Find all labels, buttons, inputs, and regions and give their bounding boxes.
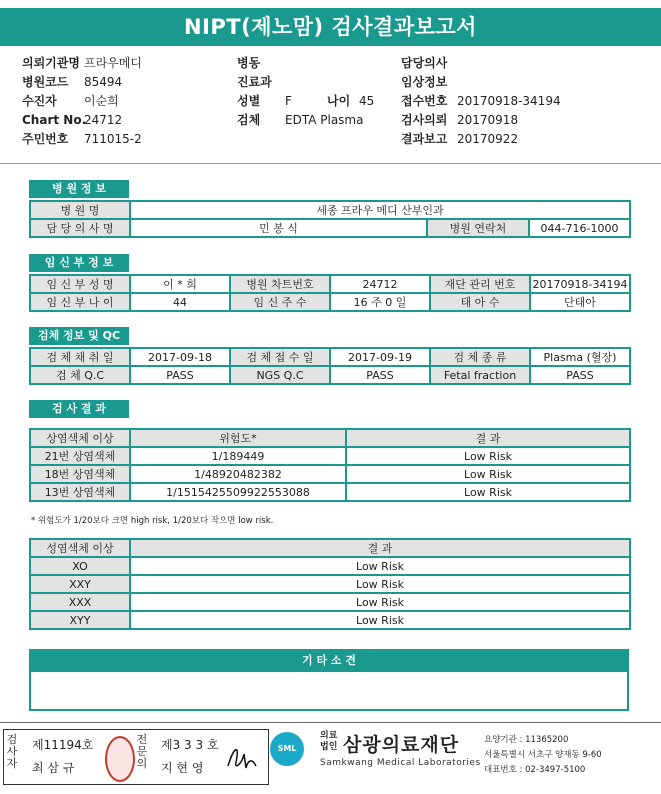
signature-box <box>3 729 269 785</box>
header-label: 검사의뢰 <box>401 113 448 127</box>
section-tag: 임 신 부 정 보 <box>29 254 129 272</box>
cell-label: NGS Q.C <box>230 366 330 384</box>
seal-stamp <box>105 736 135 782</box>
header-value: F <box>285 94 292 108</box>
result-value: Low Risk <box>130 593 630 611</box>
doctor-name: 민 봉 식 <box>130 219 427 237</box>
results-section <box>29 400 629 512</box>
cell-label: 임 신 부 나 이 <box>30 293 130 311</box>
specimen-table <box>29 347 631 385</box>
result-value: Low Risk <box>346 447 630 465</box>
header-value: 20170918 <box>457 113 519 127</box>
cell-label: 검 체 접 수 일 <box>230 348 330 366</box>
chromosome-name: 21번 상염색체 <box>30 447 130 465</box>
header-value: 프라우메디 <box>84 56 142 70</box>
cell-label: 검 체 채 취 일 <box>30 348 130 366</box>
org-code: 요양기관 : 11365200 <box>484 735 569 745</box>
table-row <box>30 447 630 465</box>
header-label: 의뢰기관명 <box>22 56 80 70</box>
result-value: Low Risk <box>346 483 630 501</box>
cell-label: 병원 연락처 <box>427 219 529 237</box>
hospital-name: 세종 프라우 메디 산부인과 <box>130 201 630 219</box>
column-header: 성염색체 이상 <box>30 539 130 557</box>
receive-date: 2017-09-19 <box>330 348 430 366</box>
results-table <box>29 428 631 502</box>
header-value: 45 <box>359 94 375 108</box>
risk-value: 1/48920482382 <box>130 465 346 483</box>
header-value: 이순희 <box>84 94 119 108</box>
footer-divider <box>0 722 661 723</box>
mgmt-number: 20170918-34194 <box>530 275 630 293</box>
table-row <box>30 557 630 575</box>
header-label: 임상정보 <box>401 75 448 89</box>
header-divider <box>0 163 661 164</box>
header-col1 <box>22 54 142 149</box>
header-label: 결과보고 <box>401 132 448 146</box>
header-label: 주민번호 <box>22 132 69 146</box>
cell-label: Fetal fraction <box>430 366 530 384</box>
org-address: 서울특별시 서초구 양재동 9-60 <box>484 750 602 760</box>
header-label: 나이 <box>327 94 351 108</box>
hospital-section <box>29 180 629 242</box>
table-row <box>30 465 630 483</box>
specimen-section <box>29 327 629 389</box>
patient-table <box>29 274 631 312</box>
section-tag: 검체 정보 및 QC <box>29 327 129 345</box>
misc-body <box>29 672 629 711</box>
cell-label: 태 아 수 <box>430 293 530 311</box>
header-label: 성별 <box>237 94 261 108</box>
org-type: 의료 법인 <box>320 731 338 752</box>
org-english-name: Samkwang Medical Laboratories <box>320 758 481 768</box>
table-row <box>30 483 630 501</box>
column-header: 상염색체 이상 <box>30 429 130 447</box>
header-value: 85494 <box>84 75 123 89</box>
specialist-license: 제3 3 3 호 <box>161 738 219 752</box>
sex-chromosome-table <box>29 538 631 630</box>
result-value: Low Risk <box>130 575 630 593</box>
column-header: 결 과 <box>346 429 630 447</box>
column-header: 위험도* <box>130 429 346 447</box>
section-tag: 검 사 결 과 <box>29 400 129 418</box>
tester-label: 검사자 <box>6 733 18 770</box>
ngs-qc-value: PASS <box>330 366 430 384</box>
cell-label: 담 당 의 사 명 <box>30 219 130 237</box>
chromosome-name: 13번 상염색체 <box>30 483 130 501</box>
signature-icon <box>224 740 260 774</box>
cell-label: 임 신 주 수 <box>230 293 330 311</box>
specimen-type: Plasma (혈장) <box>530 348 630 366</box>
result-value: Low Risk <box>130 557 630 575</box>
header-label: 수진자 <box>22 94 57 108</box>
header-col3 <box>401 54 561 149</box>
cell-label: 검 체 종 류 <box>430 348 530 366</box>
risk-note: * 위험도가 1/20보다 크면 high risk, 1/20보다 작으면 low risk. <box>31 516 274 526</box>
chromosome-name: 18번 상염색체 <box>30 465 130 483</box>
cell-label: 임 신 부 성 명 <box>30 275 130 293</box>
org-name: 삼광의료재단 <box>343 734 460 756</box>
patient-age: 44 <box>130 293 230 311</box>
table-row <box>30 593 630 611</box>
chromosome-name: XXY <box>30 575 130 593</box>
table-row <box>30 575 630 593</box>
tester-name: 최 삼 규 <box>32 761 75 775</box>
sml-logo-icon: SML <box>270 732 304 766</box>
result-value: Low Risk <box>346 465 630 483</box>
header-label: Chart No. <box>22 113 87 127</box>
qc-value: PASS <box>130 366 230 384</box>
header-label: 병동 <box>237 56 261 70</box>
chromosome-name: XYY <box>30 611 130 629</box>
hospital-table <box>29 200 631 238</box>
chromosome-name: XO <box>30 557 130 575</box>
chart-number: 24712 <box>330 275 430 293</box>
header-label: 진료과 <box>237 75 272 89</box>
misc-title: 기 타 소 견 <box>29 649 629 672</box>
header-value: 20170922 <box>457 132 519 146</box>
header-value: 711015-2 <box>84 132 142 146</box>
patient-section <box>29 254 629 316</box>
section-tag: 병 원 정 보 <box>29 180 129 198</box>
specialist-name: 지 현 영 <box>161 761 204 775</box>
sex-chromosome-section <box>29 538 629 642</box>
result-value: Low Risk <box>130 611 630 629</box>
header-label: 병원코드 <box>22 75 69 89</box>
header-value: 24712 <box>84 113 123 127</box>
collect-date: 2017-09-18 <box>130 348 230 366</box>
cell-label: 검 체 Q.C <box>30 366 130 384</box>
patient-name: 이 * 희 <box>130 275 230 293</box>
tester-license: 제11194호 <box>32 738 94 752</box>
column-header: 결 과 <box>130 539 630 557</box>
fetal-fraction-value: PASS <box>530 366 630 384</box>
cell-label: 병 원 명 <box>30 201 130 219</box>
report-title: NIPT(제노맘) 검사결과보고서 <box>0 8 661 46</box>
header-label: 검체 <box>237 113 261 127</box>
specialist-label: 전문의 <box>136 733 148 770</box>
org-phone: 대표번호 : 02-3497-5100 <box>484 765 586 775</box>
table-row <box>30 611 630 629</box>
fetus-count: 단태아 <box>530 293 630 311</box>
risk-value: 1/189449 <box>130 447 346 465</box>
org-info <box>484 733 602 778</box>
header-value: 20170918-34194 <box>457 94 561 108</box>
cell-label: 병원 차트번호 <box>230 275 330 293</box>
header-label: 접수번호 <box>401 94 448 108</box>
header-col2 <box>237 54 374 130</box>
chromosome-name: XXX <box>30 593 130 611</box>
header-label: 담당의사 <box>401 56 448 70</box>
cell-label: 재단 관리 번호 <box>430 275 530 293</box>
risk-value: 1/1515425509922553088 <box>130 483 346 501</box>
header-value: EDTA Plasma <box>285 113 364 127</box>
hospital-contact: 044-716-1000 <box>529 219 630 237</box>
gestation-weeks: 16 주 0 일 <box>330 293 430 311</box>
